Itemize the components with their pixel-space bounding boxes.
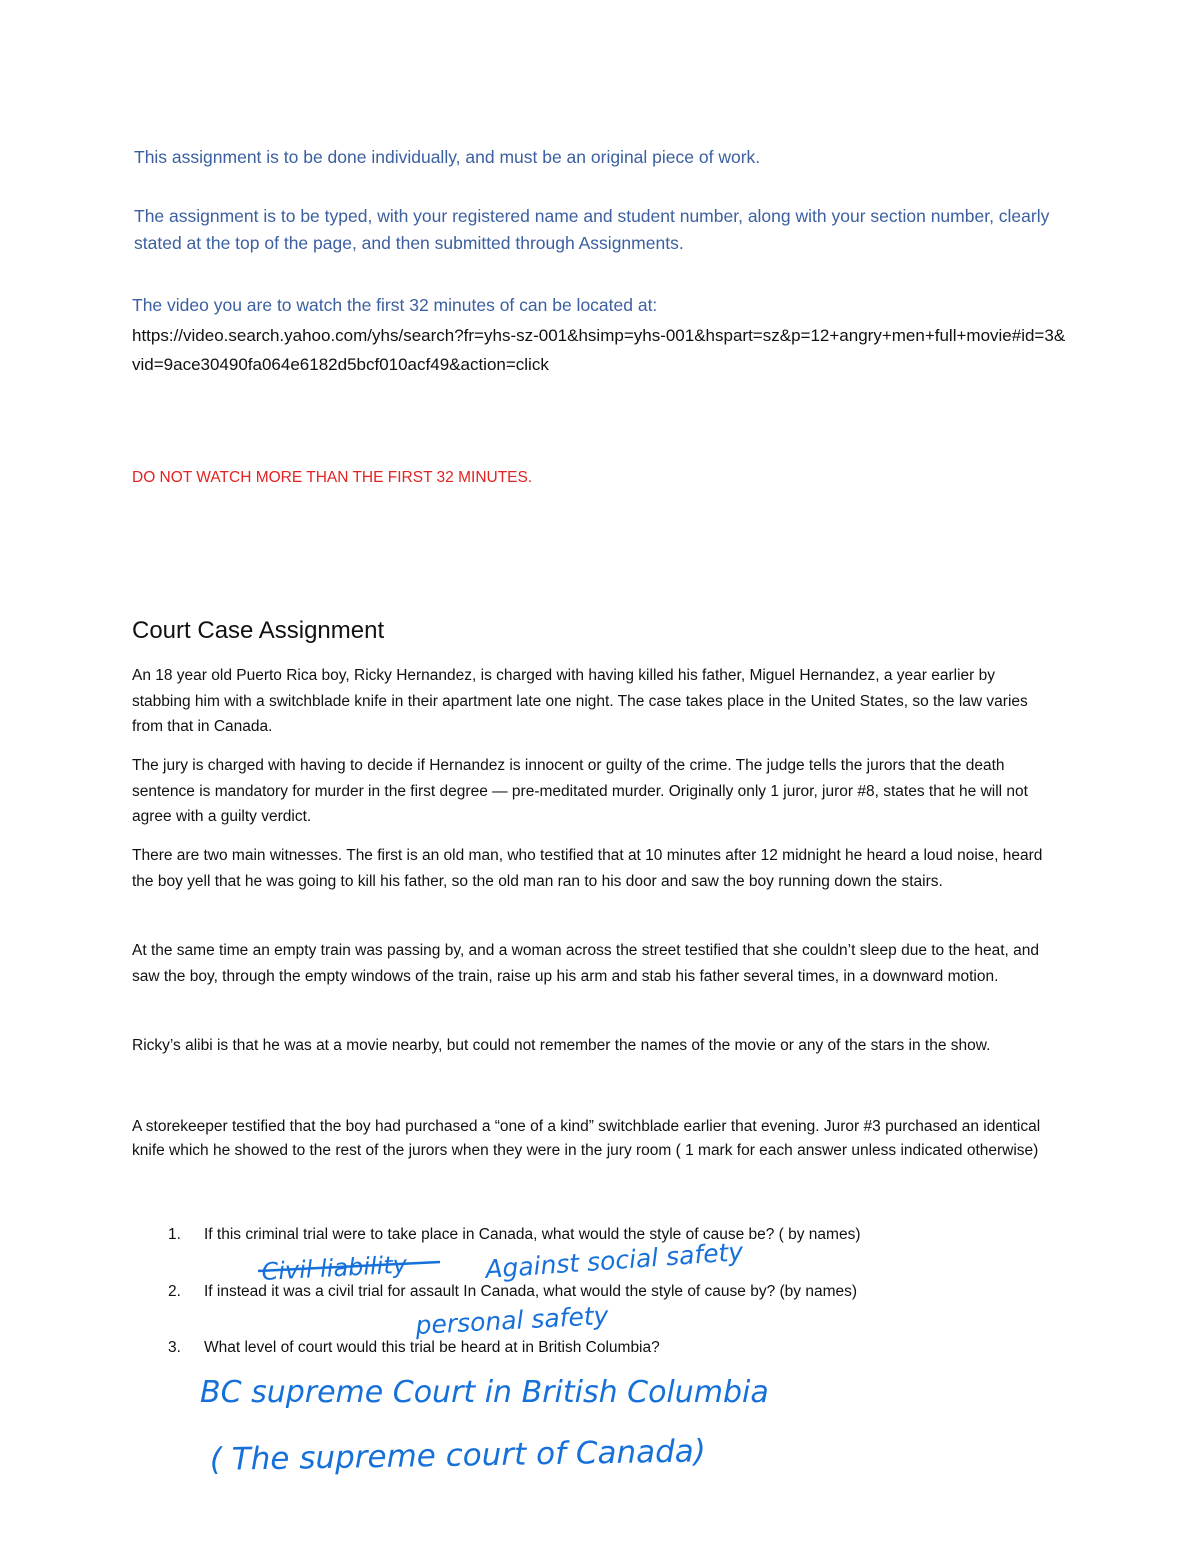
question-number: 3. <box>168 1339 181 1356</box>
instruction-individual: This assignment is to be done individually, and must be an original piece of work. <box>134 147 761 167</box>
question-1 <box>168 1226 861 1244</box>
handwritten-answer-3-line-1: BC supreme Court in British Columbia <box>200 1375 769 1410</box>
strikethrough-line <box>258 1262 440 1271</box>
video-intro: The video you are to watch the first 32 minutes of can be located at: <box>132 295 658 315</box>
case-paragraph: The jury is charged with having to decide if Hernandez is innocent or guilty of the crime. The judge tells the jurors that the death sentence is mandatory for murder in the first degree — pre-meditated murder. Originally only 1 juror, juror #8, states that he will not agree with a guilty verdict. <box>132 757 1028 825</box>
question-text: If this criminal trial were to take place in Canada, what would the style of cause be? ( by names) <box>204 1226 861 1243</box>
video-url-link[interactable]: https://video.search.yahoo.com/yhs/search?fr=yhs-sz-001&hsimp=yhs-001&hspart=sz&p=12+angry+men+full+movie#id=3&vid=9ace30490fa064e6182d5bcf010acf49&action=click <box>132 326 1066 374</box>
question-text: If instead it was a civil trial for assault In Canada, what would the style of cause by? (by names) <box>204 1283 858 1300</box>
question-number: 1. <box>168 1226 181 1243</box>
case-paragraph: At the same time an empty train was passing by, and a woman across the street testified that she couldn’t sleep due to the heat, and saw the boy, through the empty windows of the train, raise up his arm and stab his father several times, in a downward motion. <box>132 942 1039 985</box>
case-paragraph: An 18 year old Puerto Rica boy, Ricky Hernandez, is charged with having killed his father, Miguel Hernandez, a year earlier by stabbing him with a switchblade knife in their apartment late one night. The case takes place in the United States, so the law varies from that in Canada. <box>132 667 1028 735</box>
handwritten-answer-3-line-2: ( The supreme court of Canada) <box>209 1433 707 1478</box>
case-paragraph: A storekeeper testified that the boy had purchased a “one of a kind” switchblade earlier that evening. Juror #3 purchased an identical knife which he showed to the rest of the jurors when they were in the jury room ( 1 mark for each answer unless indicated otherwise) <box>132 1118 1041 1159</box>
question-2 <box>168 1283 857 1301</box>
handwritten-struck-answer-1: Civil liability <box>260 1250 408 1286</box>
question-text: What level of court would this trial be heard at in British Columbia? <box>204 1339 660 1356</box>
handwritten-answer-2: personal safety <box>414 1300 610 1340</box>
watch-warning: DO NOT WATCH MORE THAN THE FIRST 32 MINUTES. <box>132 469 533 486</box>
case-paragraph: Ricky’s alibi is that he was at a movie nearby, but could not remember the names of the movie or any of the stars in the show. <box>132 1037 991 1054</box>
handwritten-answer-1: Against social safety <box>484 1237 744 1284</box>
case-paragraph: There are two main witnesses. The first is an old man, who testified that at 10 minutes after 12 midnight he heard a loud noise, heard the boy yell that he was going to kill his father, so the old man ran to his door and saw the boy running down the stairs. <box>132 847 1043 890</box>
question-number: 2. <box>168 1283 181 1300</box>
question-3 <box>168 1339 660 1357</box>
page-title: Court Case Assignment <box>132 617 385 644</box>
instruction-typed: The assignment is to be typed, with your registered name and student number, along with your section number, clearly stated at the top of the page, and then submitted through Assignments. <box>134 206 1050 253</box>
